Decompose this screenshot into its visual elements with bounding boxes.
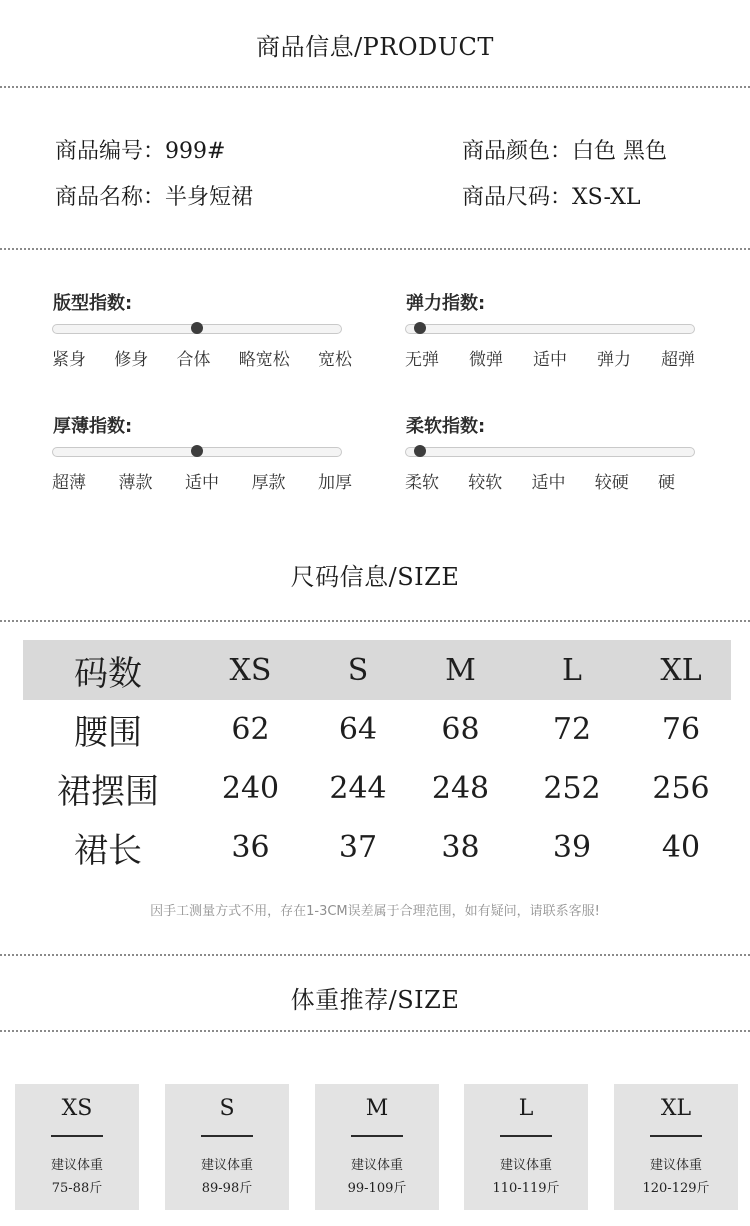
elasticity-index-track: [405, 324, 695, 334]
weight-card-xs: [15, 1084, 139, 1210]
scale-label: 紧身: [52, 350, 86, 370]
table-cell: 244: [329, 771, 387, 806]
table-row: [23, 759, 731, 818]
scale-label: 适中: [533, 350, 567, 370]
scale-label: 厚款: [251, 473, 286, 493]
size-section-title: 尺码信息/SIZE: [290, 563, 460, 591]
fit-index-track: [52, 324, 342, 334]
measurement-note: 因手工测量方式不用，存在1-3CM误差属于合理范围，如有疑问，请联系客服!: [150, 904, 600, 919]
product-name: 商品名称：半身短裙: [55, 185, 254, 210]
table-cell: 64: [338, 712, 378, 747]
weight-card-m: [315, 1084, 439, 1210]
table-header-cell: XL: [660, 652, 702, 688]
scale-label: 较软: [468, 473, 503, 493]
divider: [0, 1030, 750, 1032]
weight-card-range: 99-109斤: [347, 1181, 407, 1196]
scale-label: 适中: [531, 473, 566, 493]
table-cell: 72: [552, 712, 592, 747]
weight-section-title: 体重推荐/SIZE: [290, 986, 460, 1014]
table-cell: 248: [431, 771, 490, 806]
table-cell: 39: [552, 830, 592, 865]
scale-label: 宽松: [318, 350, 352, 370]
fit-index-title: 版型指数:: [53, 293, 133, 314]
weight-card-rule: [51, 1135, 103, 1137]
weight-card-xl: [614, 1084, 738, 1210]
scale-label: 微弹: [469, 350, 503, 370]
weight-card-rule: [351, 1135, 403, 1137]
product-code: 商品编号：999#: [55, 139, 226, 164]
table-row: [23, 818, 731, 877]
divider: [0, 954, 750, 956]
table-cell: 68: [441, 712, 480, 747]
weight-card-rule: [201, 1135, 253, 1137]
softness-index-labels: [405, 468, 675, 493]
weight-card-range: 120-129斤: [642, 1181, 710, 1196]
scale-label: 合体: [176, 350, 211, 370]
fit-index-labels: [52, 345, 352, 370]
elasticity-index-knob: [414, 322, 426, 334]
table-header-cell: L: [562, 652, 582, 688]
table-cell: 62: [231, 712, 270, 747]
table-header-cell: XS: [229, 652, 272, 688]
table-row-label: 裙长: [74, 831, 142, 871]
divider: [0, 248, 750, 250]
table-header-cell: M: [445, 652, 476, 688]
table-row-label: 裙摆围: [57, 772, 159, 812]
scale-label: 超薄: [52, 473, 86, 493]
softness-index-knob: [414, 445, 426, 457]
product-sizes: 商品尺码：XS-XL: [462, 185, 641, 210]
scale-label: 修身: [114, 350, 149, 370]
size-table-header-row: [23, 640, 731, 700]
weight-card-rule: [650, 1135, 702, 1137]
table-header-cell: S: [347, 652, 369, 688]
scale-label: 加厚: [318, 473, 352, 493]
table-cell: 76: [661, 712, 701, 747]
elasticity-index-title: 弹力指数:: [406, 293, 486, 314]
weight-card-range: 110-119斤: [492, 1181, 560, 1196]
divider: [0, 620, 750, 622]
thickness-index-knob: [191, 445, 203, 457]
scale-label: 超弹: [661, 350, 695, 370]
table-cell: 36: [231, 830, 270, 865]
weight-card-label: 建议体重: [499, 1158, 552, 1173]
scale-label: 硬: [658, 473, 675, 493]
product-section-title: 商品信息/PRODUCT: [256, 33, 494, 61]
softness-index-title: 柔软指数:: [406, 416, 486, 437]
elasticity-index-labels: [405, 345, 695, 370]
table-cell: 240: [221, 771, 280, 806]
product-color: 商品颜色：白色 黑色: [462, 139, 667, 164]
weight-card-range: 75-88斤: [51, 1181, 103, 1196]
weight-card-size: L: [518, 1096, 534, 1121]
softness-index-track: [405, 447, 695, 457]
thickness-index-labels: [52, 468, 352, 493]
weight-card-l: [464, 1084, 588, 1210]
scale-label: 柔软: [405, 473, 439, 493]
weight-card-range: 89-98斤: [201, 1181, 253, 1196]
scale-label: 薄款: [118, 473, 153, 493]
weight-card-size: S: [219, 1096, 235, 1121]
table-row-label: 腰围: [74, 713, 142, 753]
size-table: [23, 640, 731, 877]
scale-label: 略宽松: [238, 350, 290, 370]
weight-card-label: 建议体重: [350, 1158, 403, 1173]
table-row: [23, 700, 731, 759]
weight-card-s: [165, 1084, 289, 1210]
fit-index-knob: [191, 322, 203, 334]
weight-card-size: XS: [61, 1096, 93, 1121]
scale-label: 弹力: [597, 350, 631, 370]
thickness-index-title: 厚薄指数:: [53, 416, 133, 437]
weight-card-size: M: [365, 1096, 389, 1121]
weight-card-label: 建议体重: [200, 1158, 253, 1173]
weight-card-label: 建议体重: [50, 1158, 103, 1173]
scale-label: 适中: [185, 473, 219, 493]
table-cell: 40: [661, 830, 701, 865]
weight-card-rule: [500, 1135, 552, 1137]
table-cell: 37: [338, 830, 378, 865]
table-cell: 256: [652, 771, 710, 806]
scale-label: 较硬: [594, 473, 629, 493]
table-cell: 252: [543, 771, 601, 806]
table-header-cell: 码数: [74, 653, 142, 694]
thickness-index-track: [52, 447, 342, 457]
scale-label: 无弹: [405, 350, 439, 370]
weight-card-size: XL: [660, 1096, 692, 1121]
weight-card-label: 建议体重: [649, 1158, 702, 1173]
divider: [0, 86, 750, 88]
table-cell: 38: [441, 830, 480, 865]
